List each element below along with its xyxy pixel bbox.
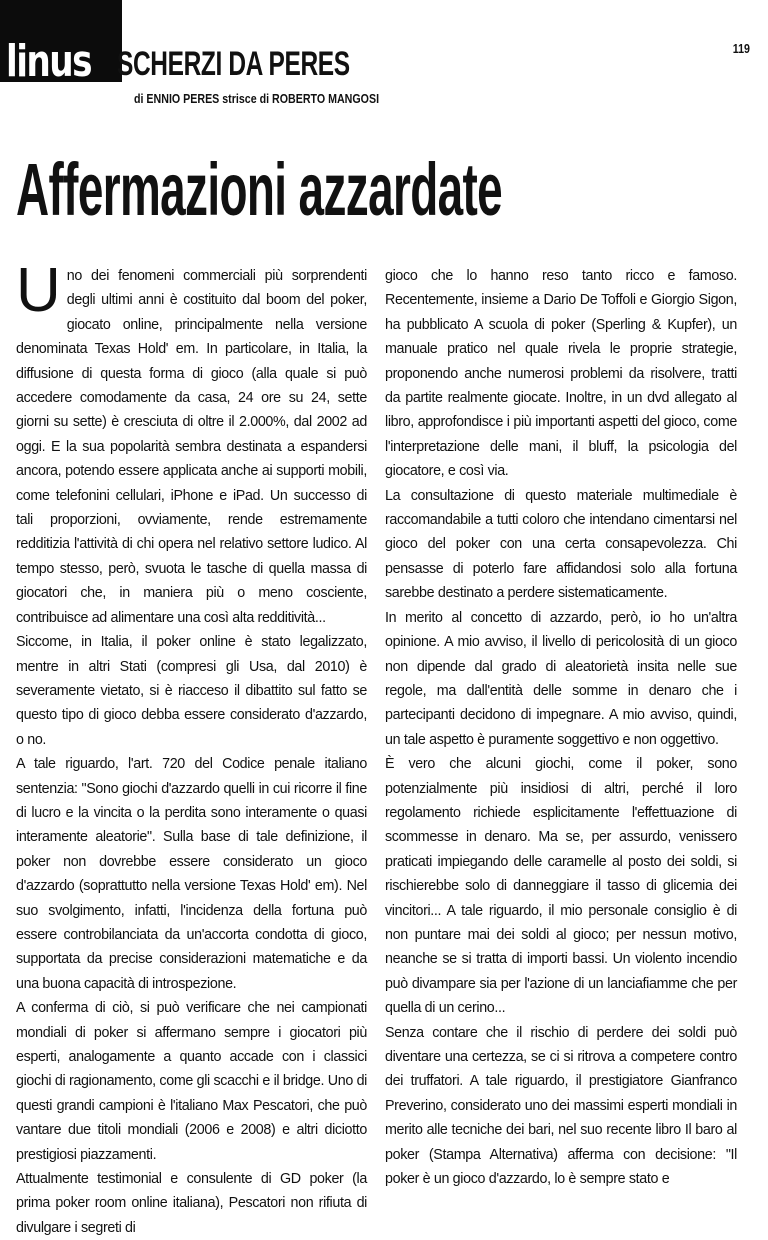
byline: di ENNIO PERES strisce di ROBERTO MANGOSI — [134, 91, 380, 106]
article-column-right — [385, 264, 737, 1191]
article-headline: Affermazioni azzardate — [16, 148, 503, 231]
series-title: SCHERZI DA PERES — [117, 45, 350, 83]
paragraph: Attualmente testimonial e consulente di GD poker (la prima poker room online italiana), Pescatori non rifiuta di divulgare i segreti di — [16, 1171, 367, 1236]
paragraph: Senza contare che il rischio di perdere dei soldi può diventare una certezza, se ci si ritrova a competere contro dei truffatori. A tale riguardo, il prestigiatore Gianfranco Preverino, considerato uno dei massimi esperti mondiali in merito alle tecniche dei bari, nel suo recente libro Il baro al poker (Stampa Alternativa) afferma con decisione: "Il poker è un gioco d'azzardo, lo è sempre stato e — [385, 1024, 737, 1188]
paragraph: È vero che alcuni giochi, come il poker, sono potenzialmente più insidiosi di altri, perché il loro regolamento richiede esplicitamente l'effettuazione di scommesse in denaro. Ma se, per assurdo, venissero praticati impiegando delle caramelle al posto dei soldi, si rischierebbe solo di danneggiare il tasso di glicemia dei vincitori... A tale riguardo, il mio personale consiglio è di non puntare mai dei soldi al gioco; per nessun motivo, neanche se si tratta di importi bassi. Un violento incendio può divampare sia per l'azione di un lanciafiamme che per quella di un cerino... — [385, 756, 737, 1017]
drop-cap: U — [16, 256, 61, 325]
magazine-logo: linus — [6, 36, 92, 87]
paragraph: La consultazione di questo materiale multimediale è raccomandabile a tutti coloro che intendano cimentarsi nel gioco del poker con una certa consapevolezza. Chi pensasse di poterlo fare affidandosi solo alla fortuna sarebbe destinato a perdere sistematicamente. — [385, 487, 737, 602]
paragraph: A tale riguardo, l'art. 720 del Codice penale italiano sentenzia: "Sono giochi d'azzardo quelli in cui ricorre il fine di lucro e la vincita o la perdita sono interamente o quasi interamente aleatorie". Sulla base di tale definizione, il poker non dovrebbe essere considerato un gioco d'azzardo (soprattutto nella versione Texas Hold' em). Nel suo svolgimento, infatti, l'incidenza della fortuna può essere controbilanciata da un'accorta condotta di gioco, supportata da precise considerazioni matematiche e da una buona capacità di introspezione. — [16, 756, 367, 992]
paragraph: A conferma di ciò, si può verificare che nei campionati mondiali di poker si affermano sempre i giocatori più esperti, analogamente a quanto accade con i classici giochi di ragionamento, come gli scacchi e il bridge. Uno di questi grandi campioni è l'italiano Max Pescatori, che può vantare due titoli mondiali (2006 e 2008) e altri diciotto prestigiosi piazzamenti. — [16, 1000, 367, 1163]
page-number: 119 — [732, 41, 750, 56]
article-column-left — [16, 256, 367, 1240]
paragraph: gioco che lo hanno reso tanto ricco e famoso. Recentemente, insieme a Dario De Toffoli e Giorgio Sigon, ha pubblicato A scuola di poker (Sperling & Kupfer), un manuale pratico nel quale rivela le proprie strategie, proponendo anche numerosi problemi da risolvere, tratti da partite realmente giocate. Inoltre, in un dvd allegato al libro, approfondisce i più importanti aspetti del gioco, come l'interpretazione delle mani, il bluff, la psicologia del giocatore, e così via. — [385, 268, 737, 480]
paragraph: no dei fenomeni commerciali più sorprendenti degli ultimi anni è costituito dal boom del poker, giocato online, principalmente nella versione denominata Texas Hold' em. In particolare, in Italia, la diffusione di questa forma di gioco (alla quale si può accedere comodamente da casa, 24 ore su 24, sette giorni su sette) è cresciuta di oltre il 2.000%, dal 2002 ad oggi. E la sua popolarità sembra destinata a espandersi ancora, potendo essere applicata anche ai supporti mobili, come telefonini cellulari, iPhone e iPad. Un successo di tali proporzioni, ovviamente, rende estremamente redditizia l'attività di chi opera nel relativo settore ludico. Al tempo stesso, però, svuota le tasche di quella massa di giocatori che, in maniera più o meno cosciente, contribuisce ad alimentare una così alta redditività... — [16, 268, 367, 626]
paragraph: Siccome, in Italia, il poker online è stato legalizzato, mentre in altri Stati (compresi gli Usa, dal 2010) è severamente vietato, si è riacceso il dibattito sul fatto se questo tipo di gioco debba essere considerato d'azzardo, o no. — [16, 634, 367, 748]
paragraph: In merito al concetto di azzardo, però, io ho un'altra opinione. A mio avviso, il livello di pericolosità di un gioco non dipende dal grado di aleatorietà insita nelle sue regole, ma dall'entità delle somme in denaro che i partecipanti decidono di impegnare. A mio avviso, quindi, un tale aspetto è puramente soggettivo e non oggettivo. — [385, 609, 737, 748]
